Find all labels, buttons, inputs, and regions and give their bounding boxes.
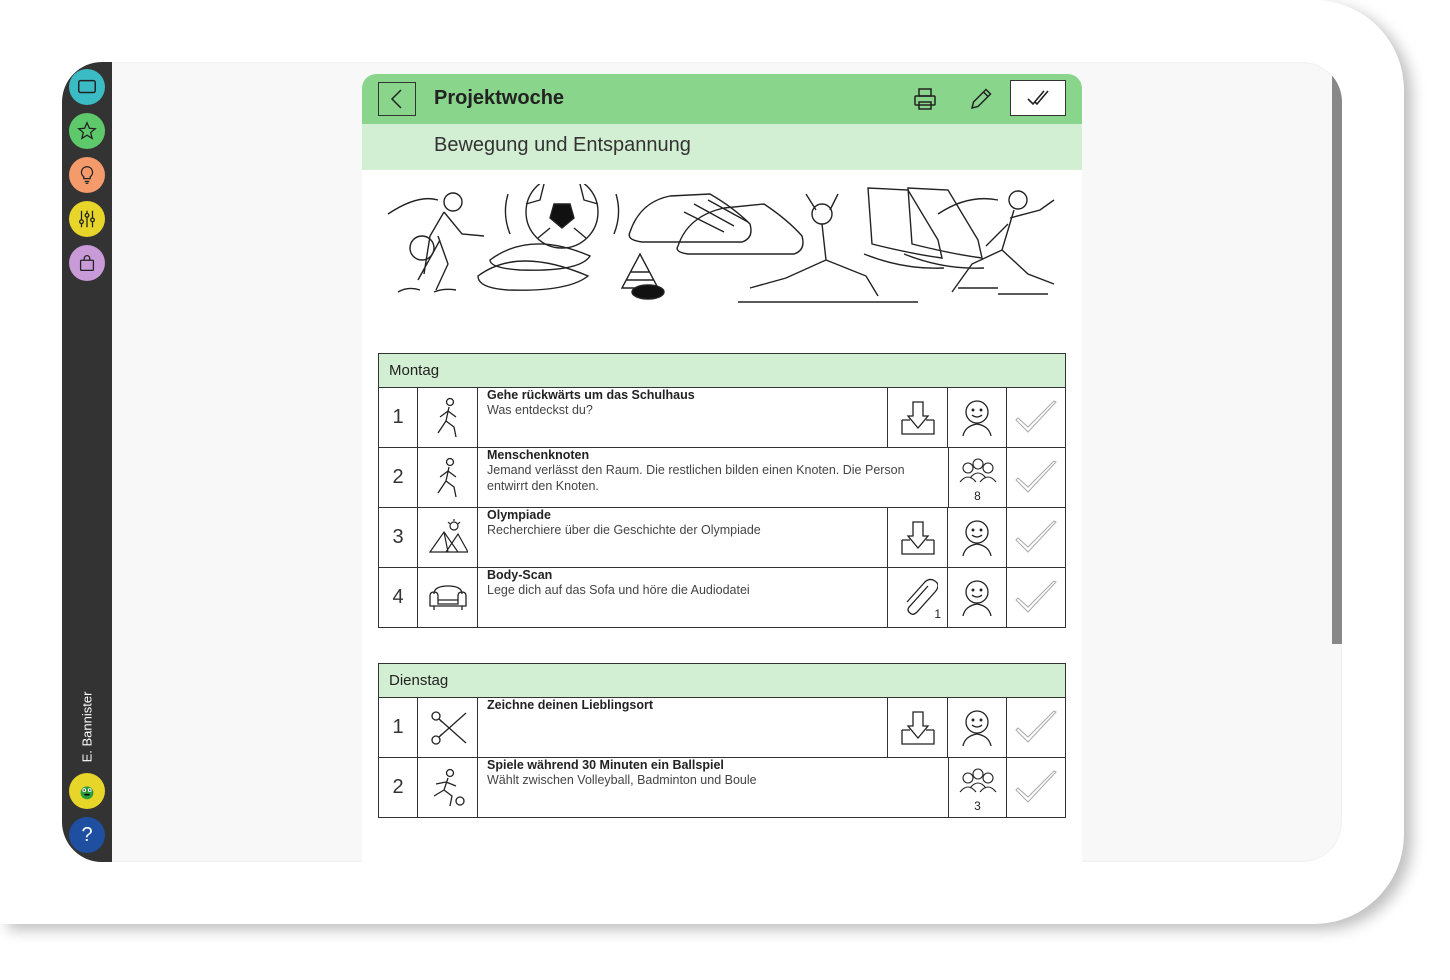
task-number: 3 bbox=[379, 508, 418, 567]
task-checkbox[interactable] bbox=[1007, 568, 1065, 627]
check-icon bbox=[1014, 460, 1058, 496]
day-heading: Dienstag bbox=[379, 664, 1065, 698]
task-number: 1 bbox=[379, 698, 418, 757]
chevron-left-icon bbox=[389, 88, 405, 110]
paperclip-icon bbox=[898, 578, 938, 618]
favorites-button[interactable] bbox=[69, 113, 105, 149]
task-description: Lege dich auf das Sofa und höre die Audiodatei bbox=[487, 583, 750, 597]
scissors-icon bbox=[428, 708, 468, 748]
printer-icon bbox=[912, 86, 938, 112]
task-row[interactable] bbox=[379, 508, 1065, 568]
single-person-badge bbox=[948, 568, 1007, 627]
task-row[interactable] bbox=[379, 698, 1065, 758]
task-title: Olympiade bbox=[487, 508, 551, 522]
user-name: E. Bannister bbox=[79, 691, 95, 763]
page-subtitle: Bewegung und Entspannung bbox=[434, 134, 691, 156]
day-section-montag bbox=[378, 353, 1066, 628]
download-button[interactable] bbox=[888, 698, 948, 757]
task-row[interactable] bbox=[379, 568, 1065, 627]
group-icon bbox=[958, 456, 998, 486]
single-person-icon bbox=[960, 398, 994, 438]
download-tray-icon bbox=[898, 518, 938, 558]
check-icon bbox=[1014, 400, 1058, 436]
content-area bbox=[362, 170, 1082, 862]
settings-button[interactable] bbox=[69, 201, 105, 237]
task-row[interactable] bbox=[379, 448, 1065, 508]
page-title: Projektwoche bbox=[434, 87, 565, 109]
attachment-button[interactable] bbox=[888, 568, 948, 627]
task-icon-cell bbox=[418, 388, 478, 447]
sidebar bbox=[62, 62, 112, 862]
complete-button[interactable] bbox=[1010, 80, 1066, 116]
task-text bbox=[478, 568, 888, 627]
download-button[interactable] bbox=[888, 508, 948, 567]
group-count: 3 bbox=[974, 799, 981, 813]
download-button[interactable] bbox=[888, 388, 948, 447]
task-checkbox[interactable] bbox=[1007, 698, 1065, 757]
app-screen bbox=[62, 62, 1342, 862]
edit-button[interactable] bbox=[966, 84, 996, 114]
star-icon bbox=[76, 120, 98, 142]
task-icon-cell bbox=[418, 508, 478, 567]
task-number: 2 bbox=[379, 448, 418, 507]
attachment-count: 1 bbox=[934, 607, 941, 621]
task-checkbox[interactable] bbox=[1007, 388, 1065, 447]
task-description: Was entdeckst du? bbox=[487, 403, 593, 417]
check-icon bbox=[1014, 520, 1058, 556]
back-button[interactable] bbox=[378, 82, 416, 116]
task-title: Spiele während 30 Minuten ein Ballspiel bbox=[487, 758, 724, 772]
check-icon bbox=[1014, 770, 1058, 806]
walking-person-icon bbox=[430, 397, 466, 439]
single-person-badge bbox=[948, 388, 1007, 447]
task-checkbox[interactable] bbox=[1007, 508, 1065, 567]
sofa-icon bbox=[428, 582, 468, 614]
task-checkbox[interactable] bbox=[1007, 758, 1065, 817]
task-checkbox[interactable] bbox=[1007, 448, 1065, 507]
task-row[interactable] bbox=[379, 758, 1065, 817]
screen-button[interactable] bbox=[69, 69, 105, 105]
day-section-dienstag bbox=[378, 663, 1066, 818]
group-badge bbox=[948, 758, 1007, 817]
task-title: Gehe rückwärts um das Schulhaus bbox=[487, 388, 695, 402]
walking-person-icon bbox=[430, 457, 466, 499]
task-text bbox=[478, 758, 948, 817]
task-icon-cell bbox=[418, 698, 478, 757]
screen-icon bbox=[76, 76, 98, 98]
sports-illustration bbox=[378, 184, 1066, 308]
task-row[interactable] bbox=[379, 388, 1065, 448]
task-text bbox=[478, 448, 948, 507]
double-check-icon bbox=[1026, 88, 1050, 108]
task-title: Menschenknoten bbox=[487, 448, 590, 462]
single-person-badge bbox=[948, 698, 1007, 757]
task-description: Wählt zwischen Volleyball, Badminton und Boule bbox=[487, 773, 757, 787]
help-label: ? bbox=[81, 823, 93, 846]
task-sheet bbox=[362, 74, 1082, 862]
bag-icon bbox=[76, 252, 98, 274]
task-number: 2 bbox=[379, 758, 418, 817]
print-button[interactable] bbox=[910, 84, 940, 114]
task-description: Jemand verlässt den Raum. Die restlichen bilden einen Knoten. Die Person entwirrt den Knoten. bbox=[487, 463, 905, 493]
task-number: 1 bbox=[379, 388, 418, 447]
single-person-icon bbox=[960, 708, 994, 748]
task-description: Recherchiere über die Geschichte der Olympiade bbox=[487, 523, 761, 537]
download-tray-icon bbox=[898, 708, 938, 748]
pencil-icon bbox=[968, 86, 994, 112]
task-text bbox=[478, 388, 888, 447]
scrollbar[interactable] bbox=[1332, 72, 1342, 644]
ball-player-icon bbox=[428, 768, 468, 808]
day-heading: Montag bbox=[379, 354, 1065, 388]
group-count: 8 bbox=[974, 489, 981, 503]
single-person-icon bbox=[960, 518, 994, 558]
task-text bbox=[478, 508, 888, 567]
monster-avatar-icon bbox=[76, 780, 98, 802]
task-text bbox=[478, 698, 888, 757]
check-icon bbox=[1014, 710, 1058, 746]
sliders-icon bbox=[76, 208, 98, 230]
task-number: 4 bbox=[379, 568, 418, 627]
task-icon-cell bbox=[418, 448, 478, 507]
group-icon bbox=[958, 766, 998, 796]
check-icon bbox=[1014, 580, 1058, 616]
help-button[interactable] bbox=[69, 817, 105, 853]
single-person-icon bbox=[960, 578, 994, 618]
download-tray-icon bbox=[898, 398, 938, 438]
single-person-badge bbox=[948, 508, 1007, 567]
group-badge bbox=[948, 448, 1007, 507]
header-bar bbox=[362, 74, 1082, 124]
ideas-button[interactable] bbox=[69, 157, 105, 193]
task-icon-cell bbox=[418, 758, 478, 817]
pyramids-icon bbox=[428, 518, 468, 558]
task-icon-cell bbox=[418, 568, 478, 627]
task-title: Body-Scan bbox=[487, 568, 553, 582]
subheader bbox=[362, 124, 1082, 170]
lightbulb-icon bbox=[76, 164, 98, 186]
avatar[interactable] bbox=[69, 773, 105, 809]
bag-button[interactable] bbox=[69, 245, 105, 281]
task-title: Zeichne deinen Lieblingsort bbox=[487, 698, 653, 712]
